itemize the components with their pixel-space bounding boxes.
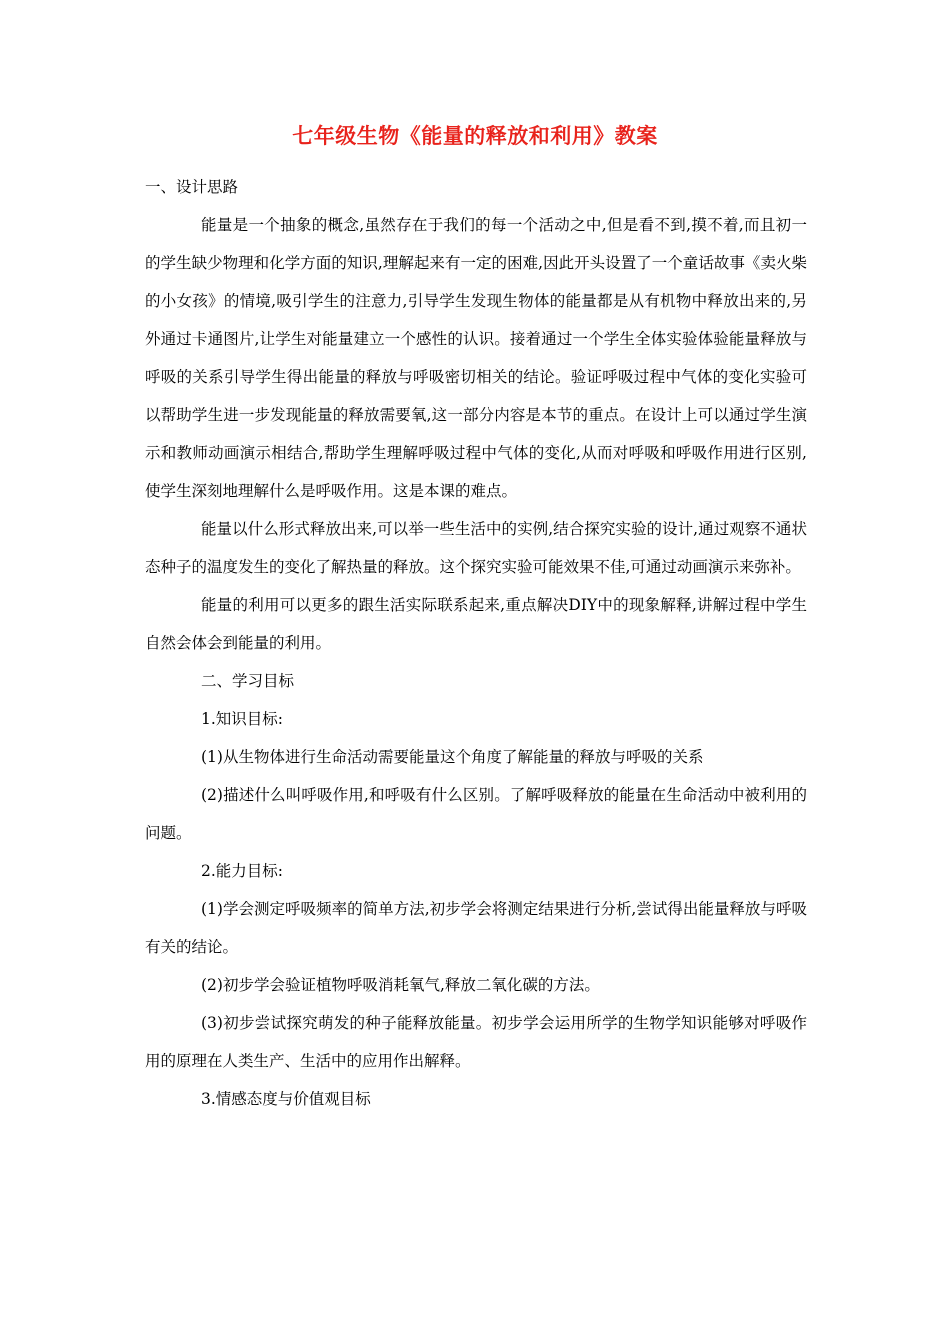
list-item-ability-1: (1)学会测定呼吸频率的简单方法,初步学会将测定结果进行分析,尝试得出能量释放与呼吸有关的结论。 [145, 900, 807, 956]
paragraph-design-overview: 能量是一个抽象的概念,虽然存在于我们的每一个活动之中,但是看不到,摸不着,而且初一的学生缺少物理和化学方面的知识,理解起来有一定的困难,因此开头设置了一个童话故事《卖火柴的小女孩》的情境,吸引学生的注意力,引导学生发现生物体的能量都是从有机物中释放出来的,另外通过卡通图片,让学生对能量建立一个感性的认识。接着通过一个学生全体实验体验能量释放与呼吸的关系引导学生得出能量的释放与呼吸密切相关的结论。验证呼吸过程中气体的变化实验可以帮助学生进一步发现能量的释放需要氧,这一部分内容是本节的重点。在设计上可以通过学生演示和教师动画演示相结合,帮助学生理解呼吸过程中气体的变化,从而对呼吸和呼吸作用进行区别,使学生深刻地理解什么是呼吸作用。这是本课的难点。 [145, 216, 807, 500]
subheading-knowledge-goals: 1.知识目标: [201, 710, 284, 728]
list-item-ability-2: (2)初步学会验证植物呼吸消耗氧气,释放二氧化碳的方法。 [201, 976, 600, 994]
section-heading-design: 一、设计思路 [145, 178, 239, 196]
document-title: 七年级生物《能量的释放和利用》教案 [292, 123, 658, 148]
subheading-ability-goals: 2.能力目标: [201, 862, 284, 880]
list-item-knowledge-2: (2)描述什么叫呼吸作用,和呼吸有什么区别。了解呼吸释放的能量在生命活动中被利用的问题。 [145, 786, 807, 842]
paragraph-energy-release-form: 能量以什么形式释放出来,可以举一些生活中的实例,结合探究实验的设计,通过观察不通状态种子的温度发生的变化了解热量的释放。这个探究实验可能效果不佳,可通过动画演示来弥补。 [145, 520, 807, 576]
paragraph-energy-usage: 能量的利用可以更多的跟生活实际联系起来,重点解决DIY中的现象解释,讲解过程中学生自然会体会到能量的利用。 [145, 596, 807, 652]
list-item-ability-3: (3)初步尝试探究萌发的种子能释放能量。初步学会运用所学的生物学知识能够对呼吸作用的原理在人类生产、生活中的应用作出解释。 [145, 1014, 807, 1070]
subheading-attitude-goals: 3.情感态度与价值观目标 [201, 1090, 371, 1108]
document-body [145, 168, 807, 1118]
section-heading-objectives: 二、学习目标 [201, 672, 295, 690]
list-item-knowledge-1: (1)从生物体进行生命活动需要能量这个角度了解能量的释放与呼吸的关系 [201, 748, 704, 766]
